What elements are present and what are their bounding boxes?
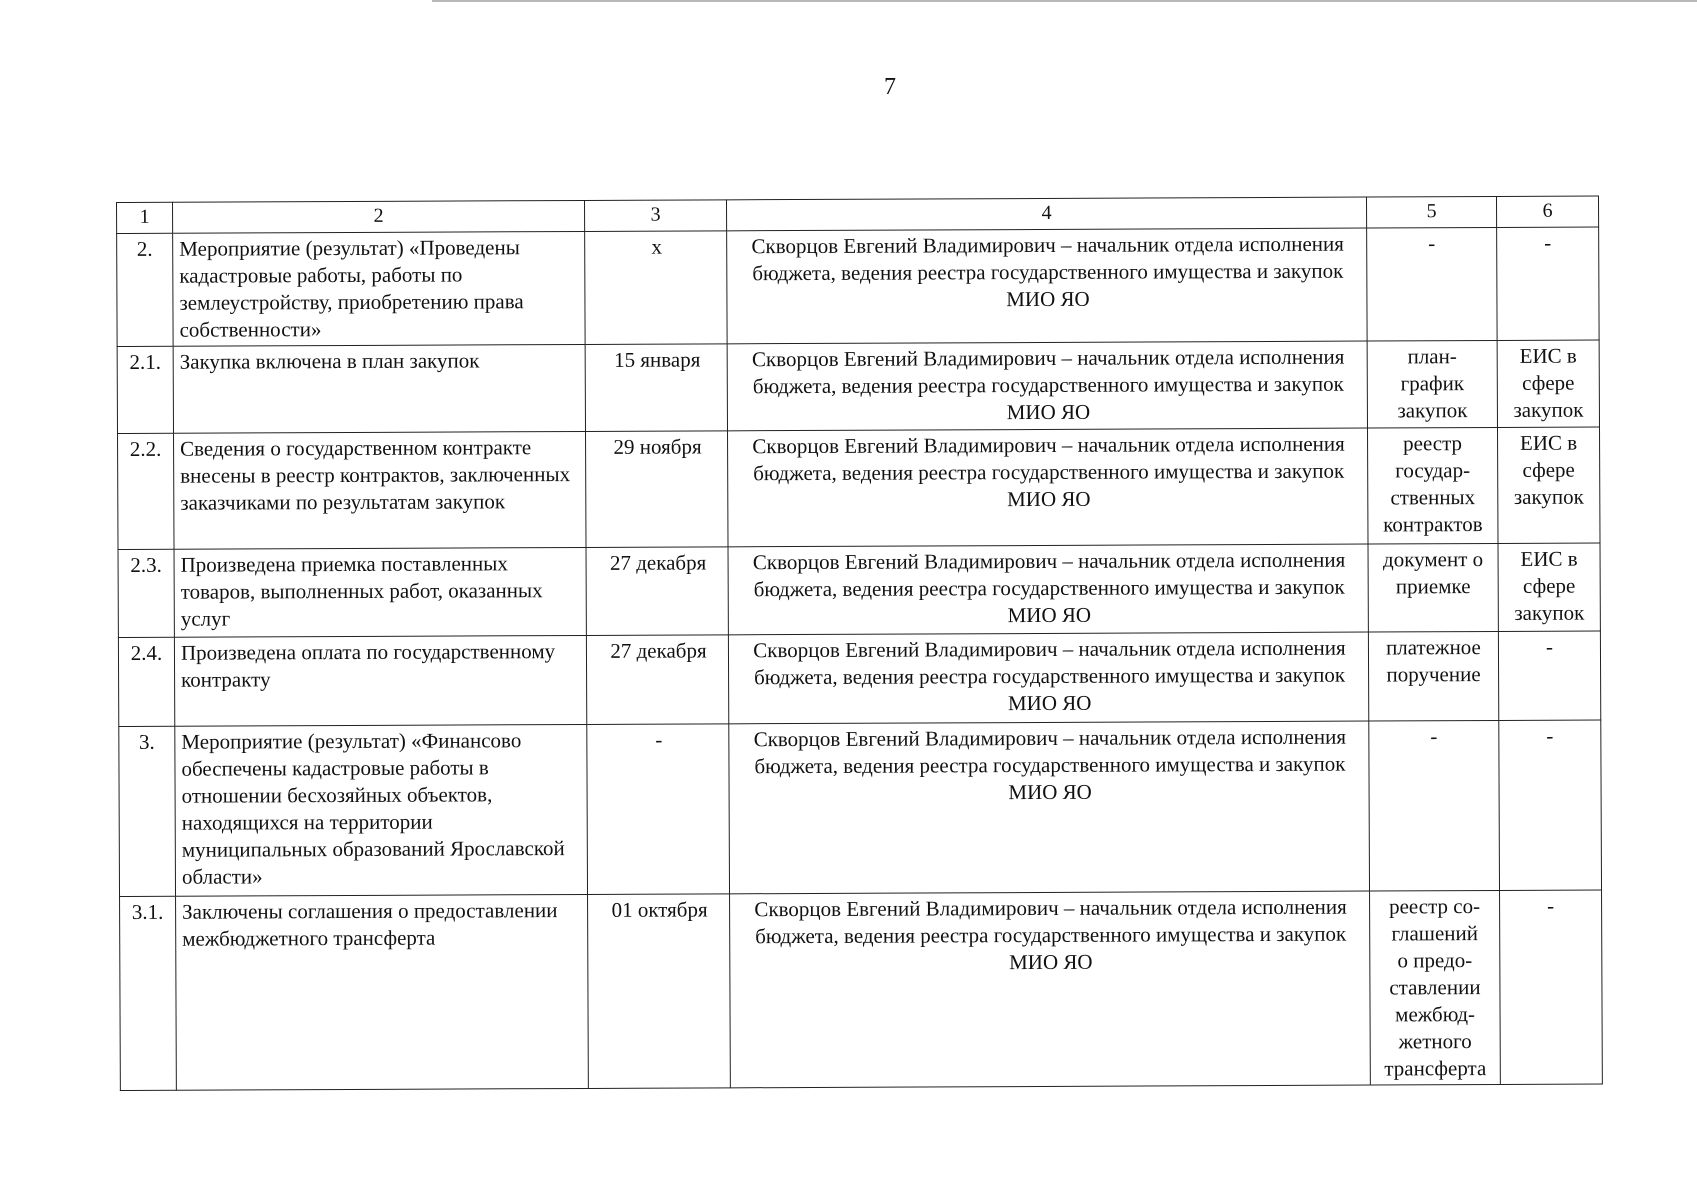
document-cell: платежное поручение — [1368, 631, 1498, 721]
document-cell: документ о приемке — [1368, 543, 1498, 632]
row-number: 2.1. — [117, 346, 173, 433]
column-header: 5 — [1366, 196, 1496, 228]
event-cell: Произведена приемка поставленных товаров, выполненных работ, оказанных услуг — [174, 547, 586, 637]
date-cell: 01 октября — [588, 894, 731, 1089]
event-cell: Сведения о государственном контракте внесены в реестр контрактов, заключенных заказчиками по результатам закупок — [174, 431, 587, 549]
row-number: 2.4. — [118, 637, 174, 726]
row-number: 3. — [119, 726, 176, 896]
column-header: 6 — [1496, 196, 1598, 227]
event-cell: Мероприятие (результат) «Проведены кадастровые работы, работы по землеустройству, приобретению права собственности» — [173, 231, 585, 346]
row-number: 2.3. — [118, 549, 174, 637]
date-cell: 15 января — [585, 344, 727, 432]
source-cell: - — [1498, 631, 1600, 720]
source-cell: - — [1500, 890, 1603, 1084]
table-row — [118, 543, 1600, 637]
responsible-cell: Скворцов Евгений Владимирович – начальник отдела исполнения бюджета, ведения реестра государственного имущества и закупок МИО ЯО — [728, 544, 1368, 635]
date-cell: - — [587, 724, 730, 895]
column-header: 1 — [117, 202, 173, 233]
date-cell: 29 ноября — [586, 431, 729, 548]
responsible-cell: Скворцов Евгений Владимирович – начальник отдела исполнения бюджета, ведения реестра государственного имущества и закупок МИО ЯО — [729, 721, 1370, 894]
document-cell: план- график закупок — [1367, 340, 1497, 428]
source-cell: ЕИС в сфере закупок — [1498, 543, 1600, 631]
date-cell: 27 декабря — [586, 547, 728, 636]
table-row — [117, 227, 1599, 346]
document-cell: - — [1367, 227, 1497, 341]
date-cell: x — [585, 231, 727, 345]
source-cell: - — [1497, 227, 1599, 340]
table-row — [118, 631, 1600, 726]
responsible-cell: Скворцов Евгений Владимирович – начальник отдела исполнения бюджета, ведения реестра государственного имущества и закупок МИО ЯО — [728, 428, 1369, 547]
plan-table — [116, 196, 1603, 1091]
document-cell: реестр государ- ственных контрактов — [1367, 427, 1498, 544]
responsible-cell: Скворцов Евгений Владимирович – начальник отдела исполнения бюджета, ведения реестра государственного имущества и закупок МИО ЯО — [727, 228, 1367, 344]
column-header: 2 — [173, 200, 585, 233]
document-cell: - — [1369, 720, 1500, 891]
source-cell: ЕИС в сфере закупок — [1497, 340, 1599, 427]
column-header: 3 — [584, 200, 726, 232]
event-cell: Заключены соглашения о предоставлении межбюджетного трансферта — [176, 894, 589, 1090]
responsible-cell: Скворцов Евгений Владимирович – начальник отдела исполнения бюджета, ведения реестра государственного имущества и закупок МИО ЯО — [730, 891, 1371, 1088]
event-cell: Произведена оплата по государственному контракту — [174, 635, 586, 726]
table-row — [120, 890, 1603, 1090]
scan-top-edge — [432, 0, 1697, 2]
row-number: 2.2. — [118, 433, 175, 549]
table-row — [117, 340, 1599, 433]
responsible-cell: Скворцов Евгений Владимирович – начальник отдела исполнения бюджета, ведения реестра государственного имущества и закупок МИО ЯО — [727, 341, 1367, 431]
document-cell: реестр со- глашений о предо- ставлении межбюд- жетного трансферта — [1370, 890, 1501, 1085]
event-cell: Мероприятие (результат) «Финансово обеспечены кадастровые работы в отношении бесхозяйных объектов, находящихся на территории муниципальных образований Ярославской области» — [175, 724, 588, 896]
page-number: 7 — [884, 74, 896, 100]
source-cell: - — [1499, 720, 1602, 890]
event-cell: Закупка включена в план закупок — [173, 344, 585, 433]
table-row — [118, 427, 1600, 549]
table-row — [119, 720, 1602, 896]
column-header: 4 — [726, 197, 1366, 231]
date-cell: 27 декабря — [586, 635, 728, 725]
source-cell: ЕИС в сфере закупок — [1497, 427, 1600, 543]
row-number: 3.1. — [120, 896, 177, 1090]
row-number: 2. — [117, 233, 173, 346]
responsible-cell: Скворцов Евгений Владимирович – начальник отдела исполнения бюджета, ведения реестра государственного имущества и закупок МИО ЯО — [728, 632, 1368, 724]
